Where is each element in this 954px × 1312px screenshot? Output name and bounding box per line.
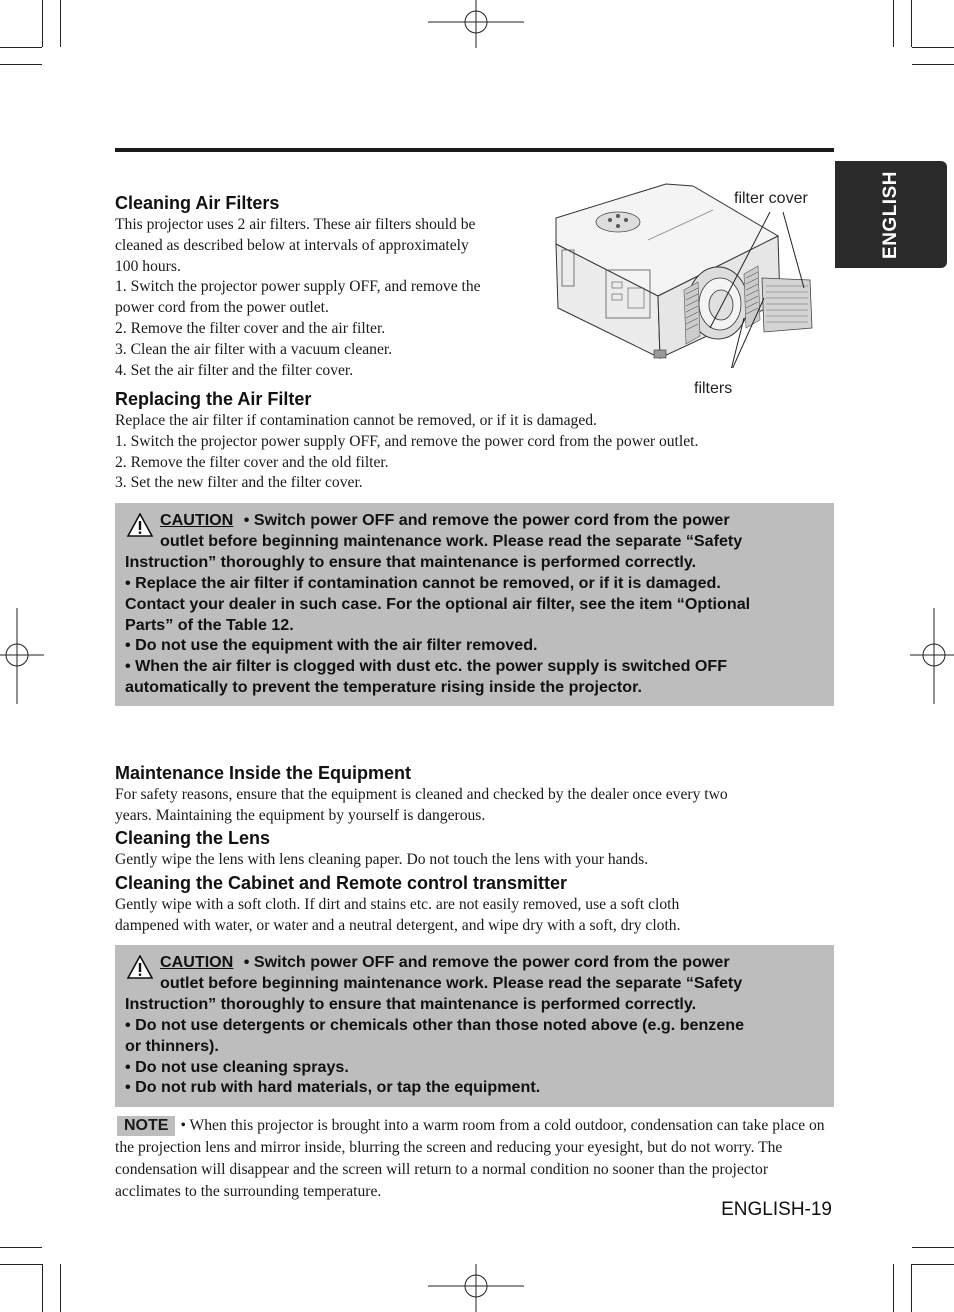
section-title-cleaning-cabinet: Cleaning the Cabinet and Remote control transmitter [115, 873, 568, 893]
caution-first-lines [125, 510, 822, 552]
caution-text: or thinners). [125, 1036, 219, 1055]
section-body-cleaning-lens [115, 850, 834, 871]
crop-mark [912, 1247, 954, 1248]
section-body-cleaning-air-filters [115, 215, 545, 381]
text-line: Replace the air filter if contamination cannot be removed, or if it is damaged. [115, 412, 597, 429]
caution-text: Instruction” thoroughly to ensure that maintenance is performed correctly. [125, 552, 697, 571]
caution-text: Parts” of the Table 12. [125, 615, 294, 634]
crop-mark [0, 47, 42, 48]
header-rule [115, 148, 834, 152]
crop-mark [912, 47, 954, 48]
text-line: For safety reasons, ensure that the equipment is cleaned and checked by the dealer once every two [115, 786, 728, 803]
text-line: Gently wipe with a soft cloth. If dirt and stains etc. are not easily removed, use a soft cloth [115, 896, 680, 913]
caution-text: • Do not use the equipment with the air filter removed. [125, 636, 538, 655]
caution-label: CAUTION [160, 511, 234, 529]
text-line: power cord from the power outlet. [115, 299, 329, 317]
section-body-cleaning-cabinet [115, 895, 834, 937]
crop-mark [60, 1264, 61, 1312]
registration-mark [428, 0, 524, 48]
section-title-cleaning-lens: Cleaning the Lens [115, 828, 271, 848]
section-title-replacing-air-filter: Replacing the Air Filter [115, 389, 312, 409]
text-line: Gently wipe the lens with lens cleaning paper. Do not touch the lens with your hands. [115, 851, 649, 868]
figure-label-filters: filters [694, 380, 733, 397]
caution-label: CAUTION [160, 953, 234, 971]
caution-text: • Switch power OFF and remove the power cord from the power [243, 953, 730, 971]
page-number: ENGLISH-19 [721, 1199, 832, 1220]
crop-mark [0, 1247, 42, 1248]
caution-text: • When the air filter is clogged with dust etc. the power supply is switched OFF [125, 657, 728, 676]
crop-mark [60, 0, 61, 47]
note-block [115, 1115, 834, 1203]
crop-mark [893, 0, 894, 47]
text-line: 1. Switch the projector power supply OFF, and remove the power cord from the power outlet. [115, 432, 699, 450]
caution-text: automatically to prevent the temperature rising inside the projector. [125, 678, 642, 697]
caution-text: • Do not rub with hard materials, or tap the equipment. [125, 1078, 541, 1097]
figure-label-filter-cover: filter cover [734, 190, 808, 207]
caution-box-cleaning [115, 945, 834, 1107]
caution-text: outlet before beginning maintenance work. Please read the separate “Safety [160, 531, 743, 550]
caution-text: • Do not use detergents or chemicals other than those noted above (e.g. benzene [125, 1015, 745, 1034]
crop-mark [911, 1264, 912, 1312]
section-body-replacing-air-filter [115, 411, 834, 494]
section-body-maintenance-inside [115, 785, 834, 827]
text-line: years. Maintaining the equipment by yourself is dangerous. [115, 806, 486, 824]
crop-mark [912, 1264, 954, 1265]
caution-text: outlet before beginning maintenance work. Please read the separate “Safety [160, 973, 743, 992]
language-tab [835, 161, 947, 268]
note-text: • When this projector is brought into a warm room from a cold outdoor, condensation can take place on the projection lens and mirror inside, blurring the screen and reducing your eyesight, but do not worry. The condensation will disappear and the screen will return to a normal condition no sooner than the projector acclimates to the surrounding temperature. [115, 1117, 825, 1200]
crop-mark [0, 1264, 42, 1265]
text-line: 3. Set the new filter and the filter cover. [115, 474, 363, 492]
registration-mark [910, 608, 954, 704]
caution-text: • Switch power OFF and remove the power cord from the power [243, 511, 730, 529]
warning-triangle-icon [127, 955, 153, 979]
crop-mark [0, 64, 42, 65]
registration-mark [428, 1264, 524, 1312]
text-line: This projector uses 2 air filters. These air filters should be [115, 216, 476, 233]
caution-text: • Replace the air filter if contamination cannot be removed, or if it is damaged. [125, 573, 721, 592]
section-title-cleaning-air-filters: Cleaning Air Filters [115, 193, 280, 213]
text-line: 4. Set the air filter and the filter cover. [115, 361, 354, 379]
text-line: 100 hours. [115, 257, 181, 275]
crop-mark [911, 0, 912, 47]
text-line: 2. Remove the filter cover and the air filter. [115, 319, 386, 337]
crop-mark [912, 64, 954, 65]
text-line: dampened with water, or water and a neutral detergent, and wipe dry with a soft, dry cloth. [115, 916, 681, 934]
caution-box-filters [115, 503, 834, 706]
text-line: 3. Clean the air filter with a vacuum cleaner. [115, 340, 393, 358]
crop-mark [42, 1264, 43, 1312]
crop-mark [893, 1264, 894, 1312]
caution-text: • Do not use cleaning sprays. [125, 1057, 349, 1076]
text-line: 1. Switch the projector power supply OFF, and remove the [115, 278, 481, 296]
caution-text: Instruction” thoroughly to ensure that maintenance is performed correctly. [125, 994, 697, 1013]
caution-first-lines [125, 952, 822, 994]
registration-mark [0, 608, 44, 704]
language-tab-label: ENGLISH [880, 171, 901, 259]
caution-text: Contact your dealer in such case. For the optional air filter, see the item “Optional [125, 594, 751, 613]
crop-mark [42, 0, 43, 47]
text-line: cleaned as described below at intervals of approximately [115, 236, 469, 254]
warning-triangle-icon [127, 513, 153, 537]
section-title-maintenance-inside: Maintenance Inside the Equipment [115, 763, 412, 783]
note-badge: NOTE [117, 1116, 175, 1136]
text-line: 2. Remove the filter cover and the old filter. [115, 453, 389, 471]
